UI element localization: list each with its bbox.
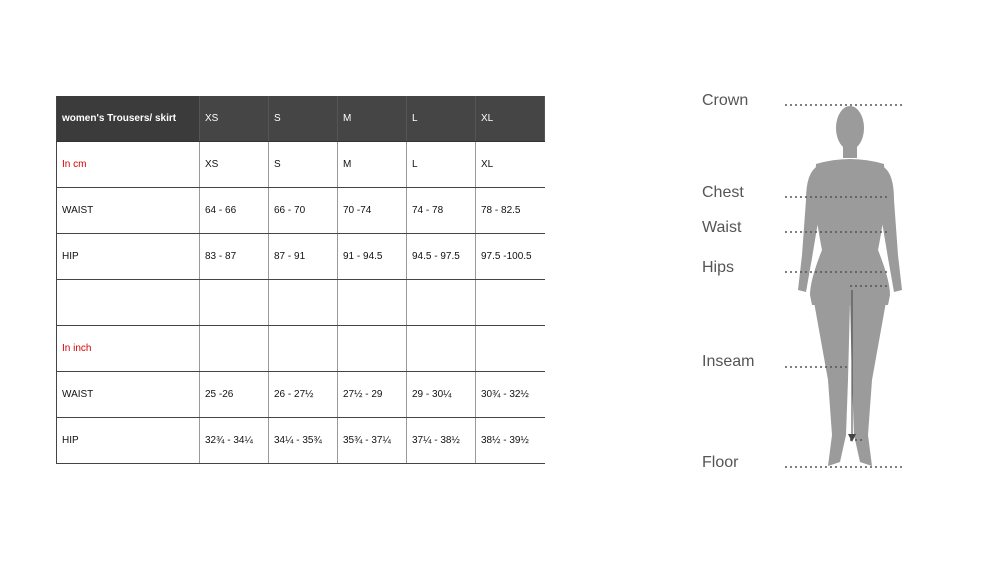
table-cell: XS bbox=[200, 142, 269, 188]
table-row bbox=[57, 280, 545, 326]
table-cell: 94.5 - 97.5 bbox=[407, 234, 476, 280]
table-cell bbox=[476, 326, 545, 372]
table-cell bbox=[407, 280, 476, 326]
table-cell bbox=[407, 326, 476, 372]
body-measurement-figure bbox=[690, 80, 920, 480]
table-cell: 70 -74 bbox=[338, 188, 407, 234]
table-cell bbox=[338, 326, 407, 372]
table-row bbox=[57, 142, 545, 188]
table-cell: 27½ - 29 bbox=[338, 372, 407, 418]
table-cell: 78 - 82.5 bbox=[476, 188, 545, 234]
body-silhouette-diagram bbox=[690, 80, 920, 480]
table-cell: In inch bbox=[57, 326, 200, 372]
table-cell: 37¼ - 38½ bbox=[407, 418, 476, 464]
label-hips: Hips bbox=[702, 259, 735, 276]
table-cell: 74 - 78 bbox=[407, 188, 476, 234]
table-cell: M bbox=[338, 142, 407, 188]
table-cell: 97.5 -100.5 bbox=[476, 234, 545, 280]
table-cell bbox=[269, 280, 338, 326]
table-cell: 35¾ - 37¼ bbox=[338, 418, 407, 464]
table-cell bbox=[338, 280, 407, 326]
table-cell: 29 - 30¼ bbox=[407, 372, 476, 418]
table-cell: WAIST bbox=[57, 188, 200, 234]
label-floor: Floor bbox=[702, 454, 739, 471]
table-cell: 30¾ - 32½ bbox=[476, 372, 545, 418]
table-cell: 91 - 94.5 bbox=[338, 234, 407, 280]
table-cell: HIP bbox=[57, 234, 200, 280]
label-crown: Crown bbox=[702, 92, 749, 109]
header-cell: XL bbox=[476, 96, 545, 142]
table-cell bbox=[476, 280, 545, 326]
header-cell: XS bbox=[200, 96, 269, 142]
table-row bbox=[57, 234, 545, 280]
table-cell: 32¾ - 34¼ bbox=[200, 418, 269, 464]
table-cell: 34¼ - 35¾ bbox=[269, 418, 338, 464]
header-cell: women's Trousers/ skirt bbox=[57, 96, 200, 142]
table-cell: L bbox=[407, 142, 476, 188]
table-cell: XL bbox=[476, 142, 545, 188]
table-cell: WAIST bbox=[57, 372, 200, 418]
header-cell: M bbox=[338, 96, 407, 142]
header-cell: L bbox=[407, 96, 476, 142]
table-cell: 25 -26 bbox=[200, 372, 269, 418]
label-chest: Chest bbox=[702, 184, 744, 201]
label-waist: Waist bbox=[702, 219, 742, 236]
table-row bbox=[57, 326, 545, 372]
header-cell: S bbox=[269, 96, 338, 142]
table-cell: 26 - 27½ bbox=[269, 372, 338, 418]
table-header-row bbox=[57, 96, 545, 142]
table-row bbox=[57, 418, 545, 464]
label-inseam: Inseam bbox=[702, 353, 755, 370]
table-cell bbox=[57, 280, 200, 326]
table-cell bbox=[200, 326, 269, 372]
table-cell: 64 - 66 bbox=[200, 188, 269, 234]
table-cell: In cm bbox=[57, 142, 200, 188]
table-cell: 87 - 91 bbox=[269, 234, 338, 280]
size-chart-table bbox=[56, 96, 545, 464]
table-cell: 83 - 87 bbox=[200, 234, 269, 280]
table-row bbox=[57, 372, 545, 418]
table-row bbox=[57, 188, 545, 234]
table-cell: HIP bbox=[57, 418, 200, 464]
table-cell: S bbox=[269, 142, 338, 188]
table-cell bbox=[200, 280, 269, 326]
table-cell: 38½ - 39½ bbox=[476, 418, 545, 464]
table-cell bbox=[269, 326, 338, 372]
table-cell: 66 - 70 bbox=[269, 188, 338, 234]
